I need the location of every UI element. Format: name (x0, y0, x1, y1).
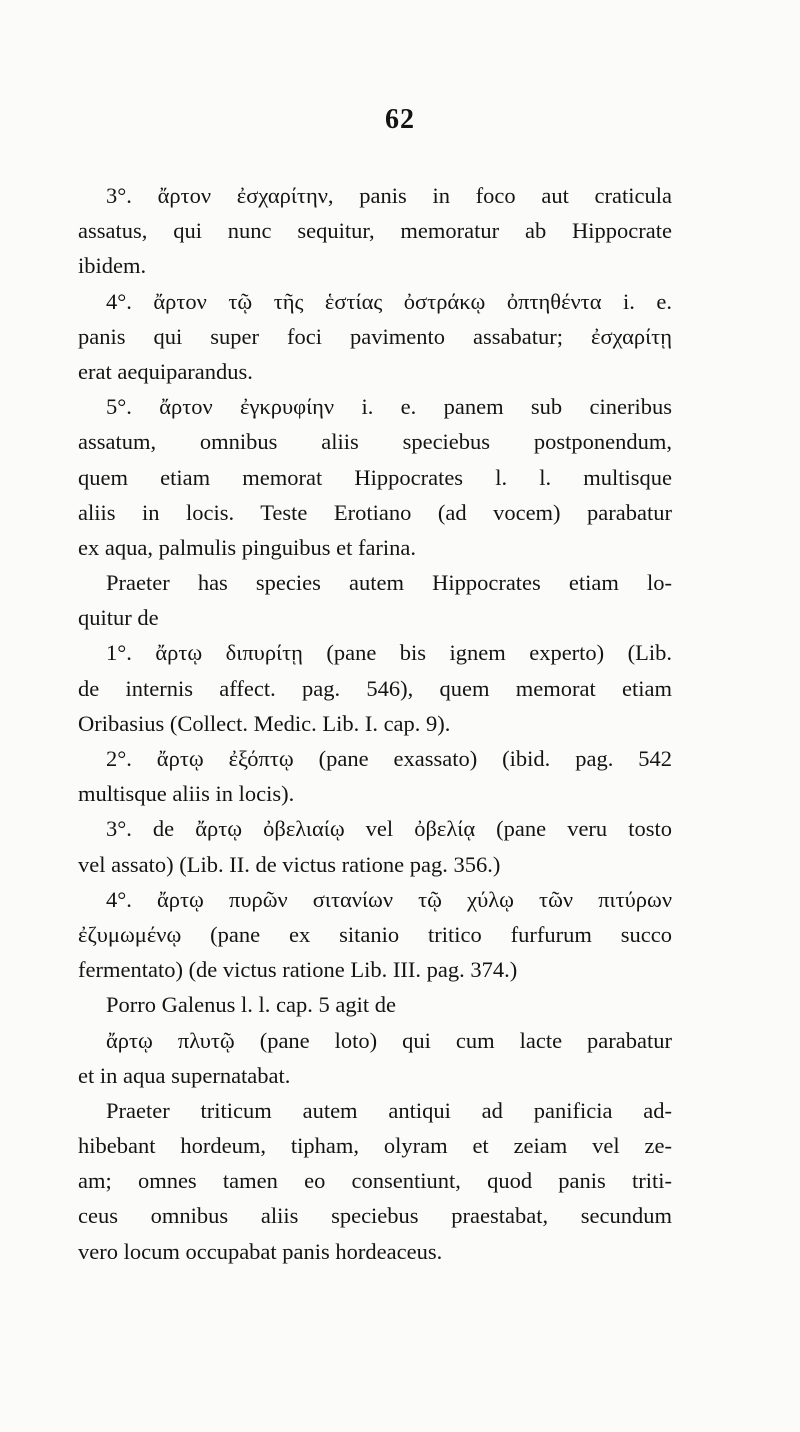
text-line: am; omnes tamen eo consentiunt, quod panis triti- (78, 1168, 672, 1194)
text-line: 3°. ἄρτον ἐσχαρίτην, panis in foco aut craticula (106, 183, 672, 208)
text-line: quitur de (78, 605, 159, 631)
text-line: assatum, omnibus aliis speciebus postponendum, (78, 429, 672, 455)
text-line: ex aqua, palmulis pinguibus et farina. (78, 534, 417, 560)
text-line: 1°. ἄρτῳ διπυρίτῃ (pane bis ignem experto) (Lib. (106, 640, 672, 666)
text-line: Porro Galenus l. l. cap. 5 agit de (106, 992, 396, 1018)
text-line: Oribasius (Collect. Medic. Lib. I. cap. 9). (78, 710, 451, 736)
text-line: ἐζυμωμένῳ (pane ex sitanio tritico furfurum succo (78, 921, 672, 947)
text-line: Praeter has species autem Hippocrates etiam lo- (106, 570, 672, 596)
text-line: de internis affect. pag. 546), quem memorat etiam (78, 675, 672, 701)
page-number: 62 (385, 104, 415, 135)
text-line: 5°. ἄρτον ἐγκρυφίην i. e. panem sub cineribus (106, 394, 672, 420)
text-line: et in aqua supernatabat. (78, 1062, 291, 1088)
text-line: fermentato) (de victus ratione Lib. III. pag. 374.) (78, 957, 518, 983)
text-line: ceus omnibus aliis speciebus praestabat, secundum (78, 1203, 672, 1229)
text-line: 3°. de ἄρτῳ ὀβελιαίῳ vel ὀβελίᾳ (pane veru tosto (106, 816, 672, 842)
text-line: Praeter triticum autem antiqui ad panificia ad- (106, 1097, 672, 1123)
text-line: vero locum occupabat panis hordeaceus. (78, 1238, 443, 1264)
text-line: 4°. ἄρτον τῷ τῆς ἑστίας ὀστράκῳ ὀπτηθέντα i. e. (106, 288, 672, 314)
text-line: aliis in locis. Teste Erotiano (ad vocem) parabatur (78, 499, 672, 525)
text-line: 4°. ἄρτῳ πυρῶν σιτανίων τῷ χύλῳ τῶν πιτύρων (106, 886, 672, 912)
text-line: vel assato) (Lib. II. de victus ratione pag. 356.) (78, 851, 501, 877)
text-line: hibebant hordeum, tipham, olyram et zeiam vel ze- (78, 1133, 672, 1159)
text-line: quem etiam memorat Hippocrates l. l. multisque (78, 464, 672, 490)
text-line: ibidem. (78, 253, 147, 279)
text-line: ἄρτῳ πλυτῷ (pane loto) qui cum lacte parabatur (106, 1027, 672, 1053)
text-line: assatus, qui nunc sequitur, memoratur ab Hippocrate (78, 218, 672, 244)
text-line: 2°. ἄρτῳ ἐξόπτῳ (pane exassato) (ibid. pag. 542 (106, 746, 672, 771)
text-line: multisque aliis in locis). (78, 781, 295, 807)
text-line: erat aequiparandus. (78, 358, 253, 384)
text-line: panis qui super foci pavimento assabatur; ἐσχαρίτῃ (78, 323, 672, 349)
body-text (78, 178, 672, 1269)
